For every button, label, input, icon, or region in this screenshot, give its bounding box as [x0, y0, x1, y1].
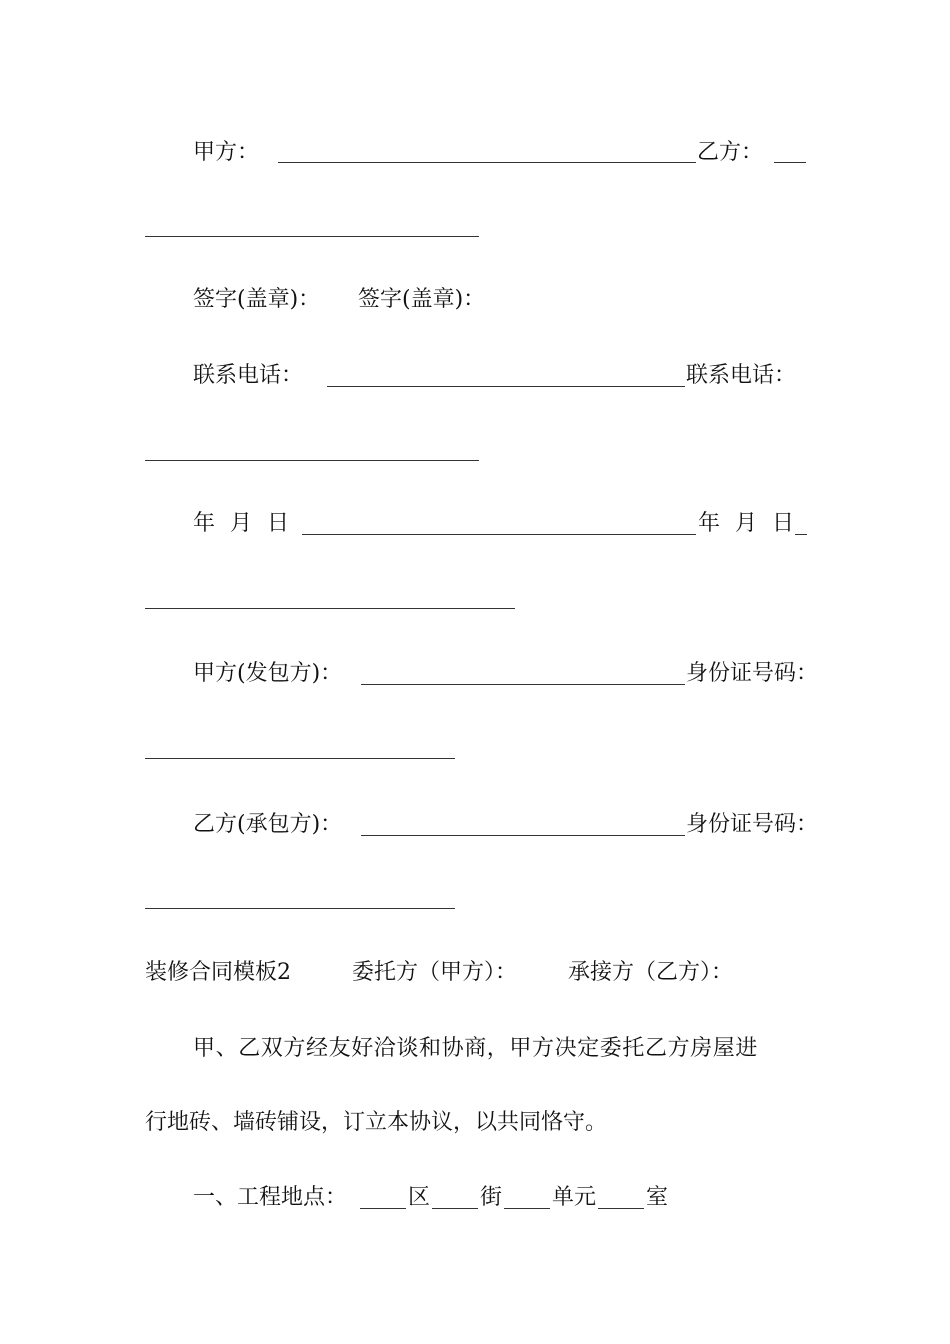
party-b-blank[interactable] [774, 162, 806, 163]
sign-b-label: 签字(盖章)： [358, 287, 486, 312]
date-a-label: 年 月 日 [193, 511, 293, 536]
phone-a-blank[interactable] [327, 386, 685, 387]
party-a-label: 甲方： [193, 140, 260, 165]
party-b-label: 乙方： [697, 140, 764, 165]
date-b-blank[interactable] [795, 534, 807, 535]
location-label: 一、工程地点： [193, 1185, 348, 1210]
phone-b-label: 联系电话： [686, 363, 797, 388]
phone-a-label: 联系电话： [193, 363, 304, 388]
street-blank[interactable] [432, 1208, 478, 1209]
date-b-label: 年 月 日 [698, 511, 798, 536]
contractor-id-label: 身份证号码： [686, 812, 819, 837]
phone-b-blank[interactable] [145, 460, 479, 461]
district-blank[interactable] [360, 1208, 406, 1209]
employer-id-blank[interactable] [145, 758, 455, 759]
contract2-intro-line1: 甲、乙双方经友好洽谈和协商，甲方决定委托乙方房屋进 [193, 1036, 759, 1061]
date-b-blank-continued[interactable] [145, 608, 515, 609]
room-label: 室 [646, 1185, 669, 1210]
unit-label: 单元 [552, 1185, 597, 1210]
unit-blank[interactable] [504, 1208, 550, 1209]
room-blank[interactable] [598, 1208, 644, 1209]
date-a-blank[interactable] [302, 534, 696, 535]
contractor-label: 乙方(承包方)： [193, 812, 343, 837]
party-a-blank[interactable] [278, 162, 696, 163]
contract2-contractor-label: 承接方（乙方）： [568, 960, 734, 985]
sign-a-label: 签字(盖章)： [193, 287, 321, 312]
employer-blank[interactable] [361, 684, 685, 685]
contract2-title: 装修合同模板2 [145, 960, 291, 985]
employer-id-label: 身份证号码： [686, 661, 819, 686]
contractor-blank[interactable] [361, 835, 685, 836]
contract2-intro-line2: 行地砖、墙砖铺设，订立本协议，以共同恪守。 [145, 1110, 608, 1135]
district-label: 区 [408, 1185, 431, 1210]
party-b-blank-continued[interactable] [145, 236, 479, 237]
contractor-id-blank[interactable] [145, 908, 455, 909]
street-label: 街 [480, 1185, 503, 1210]
contract2-client-label: 委托方（甲方）： [352, 960, 518, 985]
employer-label: 甲方(发包方)： [193, 661, 343, 686]
